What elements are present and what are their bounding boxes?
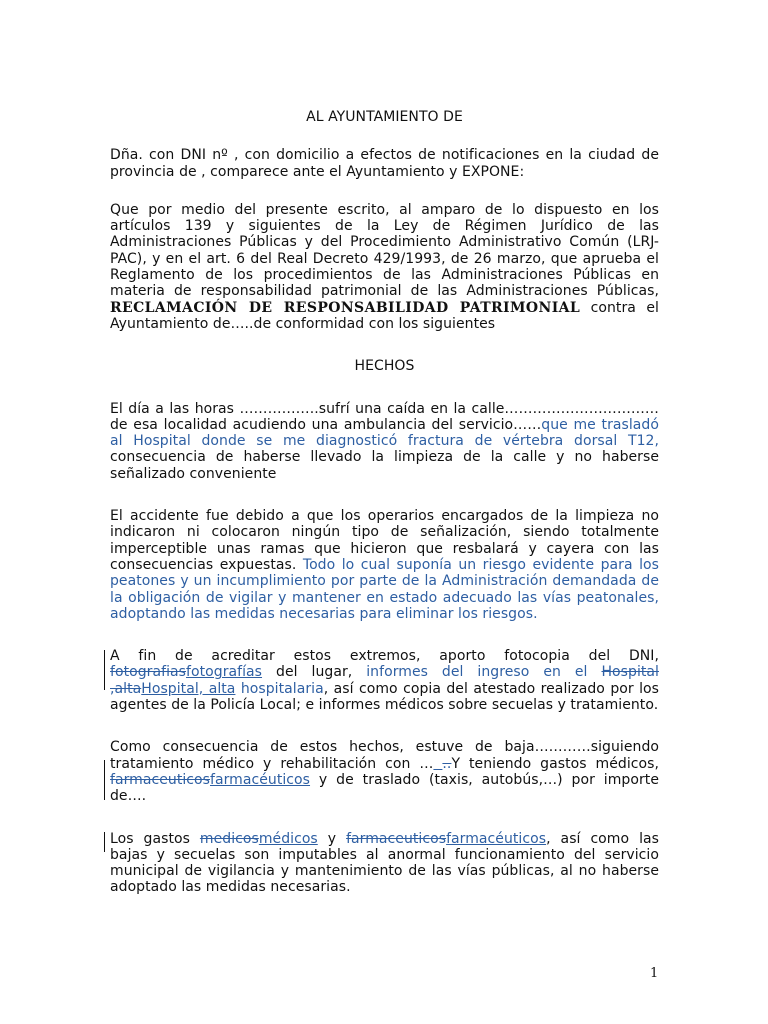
hecho-paragraph-3 bbox=[110, 648, 659, 713]
hecho1-text-end: consecuencia de haberse llevado la limpieza de la calle y no haberse señalizado conveniente bbox=[110, 449, 659, 482]
change-bar-p4 bbox=[104, 760, 105, 800]
deleted-text: fotografias bbox=[110, 664, 187, 681]
document-heading: AL AYUNTAMIENTO DE bbox=[306, 109, 463, 125]
inserted-text: fotografías bbox=[186, 664, 263, 681]
hecho1-revised-text: que me trasladó al Hospital donde se me diagnosticó fractura de vértebra dorsal T12, bbox=[110, 416, 659, 450]
deleted-text: farmaceuticos bbox=[110, 771, 211, 788]
deleted-text: farmaceuticos bbox=[346, 830, 447, 847]
hecho-paragraph-2 bbox=[110, 508, 659, 622]
hecho3-text-e: , así como copia del atestado realizado por los agentes de la Policía Local; e informes médicos sobre secuelas y tratamiento. bbox=[110, 680, 659, 714]
hecho5-text-c: , así como las bajas y secuelas son imputables al anormal funcionamiento del servicio municipal de vigilancia y mantenimiento de las vías públicas, al no haberse adoptado las medidas necesarias. bbox=[110, 830, 659, 896]
change-bar-p5 bbox=[104, 832, 105, 852]
claim-title: RECLAMACIÓN DE RESPONSABILIDAD PATRIMONIAL bbox=[110, 299, 581, 316]
hecho1-text: El día a las horas ……………..sufrí una caída en la calle…………………………… de esa localidad acudiendo una ambulancia del servicio…… bbox=[110, 400, 659, 433]
hecho3-text-b: del lugar, bbox=[262, 664, 367, 681]
expone-text-end: contra el Ayuntamiento de…..de conformidad con los siguientes bbox=[110, 299, 659, 332]
document-body bbox=[110, 109, 659, 896]
intro-paragraph: Dña. con DNI nº , con domicilio a efectos de notificaciones en la ciudad de provincia de , comparece ante el Ayuntamiento y EXPONE: bbox=[110, 147, 659, 180]
inserted-text: médicos bbox=[258, 830, 318, 847]
change-bar-p3 bbox=[104, 650, 105, 690]
hecho-paragraph-5 bbox=[110, 831, 659, 896]
hecho3-revised-text: informes del ingreso en el bbox=[366, 664, 602, 681]
hecho-paragraph-1 bbox=[110, 401, 659, 482]
hecho4-text-c: y de traslado (taxis, autobús,…) por importe de…. bbox=[110, 771, 659, 805]
hecho5-text: Los gastos bbox=[110, 830, 200, 847]
hecho2-revised-text: Todo lo cual suponía un riesgo evidente para los peatones y un incumplimiento por parte de la Administración demandada de la obligación de vigilar y mantener en estado adecuado las vías peatonales, adoptando las medidas necesarias para eliminar los riesgos. bbox=[110, 556, 660, 622]
deleted-text: Hospital ,alta bbox=[110, 664, 659, 697]
inserted-text: farmacéuticos bbox=[446, 830, 547, 847]
hecho4-text: Como consecuencia de estos hechos, estuve de baja…………siguiendo tratamiento médico y rehabilitación con … bbox=[110, 739, 659, 772]
hecho3-text: A fin de acreditar estos extremos, aporto fotocopia del DNI, bbox=[110, 648, 659, 665]
hecho4-text-b: Y teniendo gastos médicos, bbox=[451, 755, 659, 772]
deleted-text: medicos bbox=[199, 830, 259, 847]
hecho3-revised-text-d: hospitalaria bbox=[235, 680, 324, 697]
expone-text: Que por medio del presente escrito, al amparo de lo dispuesto en los artículos 139 y siguientes de la Ley de Régimen Jurídico de las Administraciones Públicas y del Procedimiento Administrativo Común (LRJ-PAC), y en el art. 6 del Real Decreto 429/1993, de 26 marzo, que aprueba el Reglamento de los procedimientos de las Administraciones Públicas en materia de responsabilidad patrimonial de las Administraciones Públicas, bbox=[110, 201, 659, 300]
hechos-heading: HECHOS bbox=[354, 358, 415, 375]
inserted-text: Hospital, alta bbox=[141, 680, 236, 697]
hecho2-text: El accidente fue debido a que los operarios encargados de la limpieza no indicaron ni colocaron ningún tipo de señalización, siendo totalmente imperceptible unas ramas que hicieron que resbalará y cayera con las consecuencias expuestas. bbox=[110, 508, 659, 573]
page-number: 1 bbox=[650, 966, 659, 981]
hecho5-text-b: y bbox=[317, 830, 347, 847]
deleted-text: .. bbox=[442, 755, 452, 772]
expone-paragraph bbox=[110, 202, 659, 332]
hecho-paragraph-4 bbox=[110, 739, 659, 804]
inserted-text: farmacéuticos bbox=[210, 771, 311, 788]
